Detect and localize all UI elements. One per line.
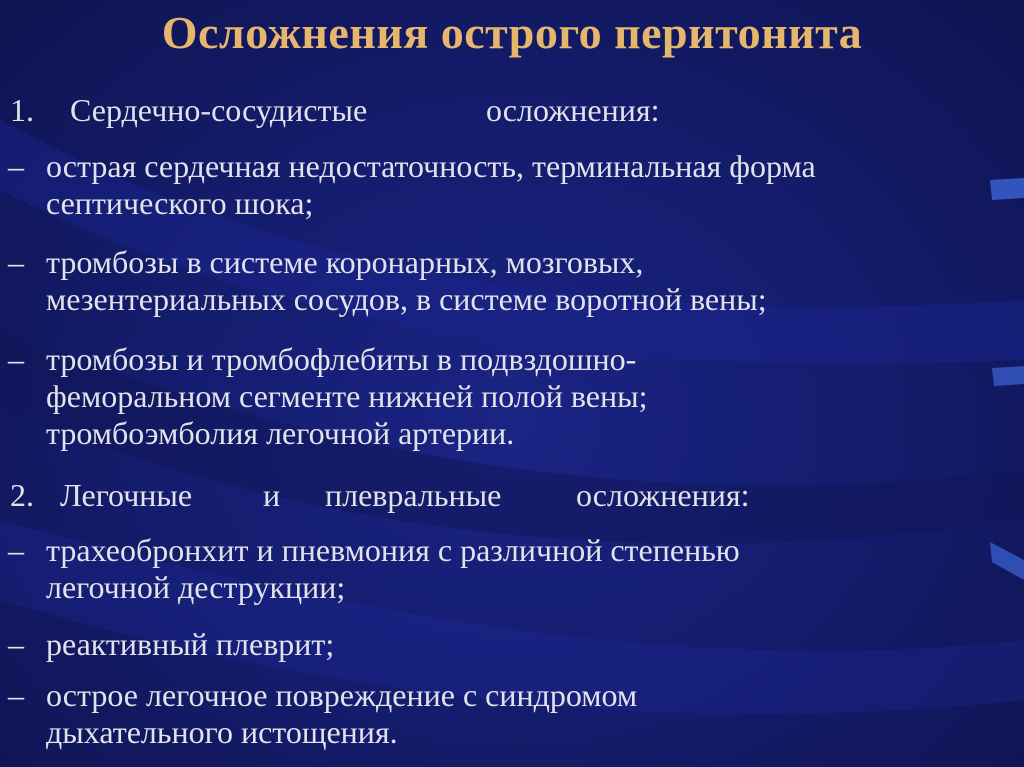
- list-item-line: трахеобронхит и пневмония с различной степенью: [46, 532, 740, 568]
- dash-bullet: –: [8, 148, 24, 184]
- section-heading-word: плевральные: [325, 477, 502, 513]
- list-item-line: острая сердечная недостаточность, терминальная форма: [46, 148, 816, 184]
- list-item: [0, 341, 1024, 458]
- list-item-line: легочной деструкции;: [46, 569, 346, 605]
- section-heading-cardiovascular: [0, 92, 1024, 132]
- section-heading-word: осложнения:: [486, 92, 660, 128]
- list-item: [0, 244, 1024, 324]
- section-heading-pulmonary: [0, 477, 1024, 517]
- list-item-line: реактивный плеврит;: [46, 626, 335, 662]
- list-item-line: мезентериальных сосудов, в системе воротной вены;: [46, 281, 767, 317]
- list-item-line: тромбозы в системе коронарных, мозговых,: [46, 244, 644, 280]
- section-heading-word: Сердечно-сосудистые: [70, 92, 368, 128]
- list-item-line: тромбоэмболия легочной артерии.: [46, 415, 515, 451]
- slide-title: Осложнения острого перитонита: [161, 7, 863, 58]
- dash-bullet: –: [8, 244, 24, 280]
- section-number: 2.: [10, 477, 34, 513]
- dash-bullet: –: [8, 341, 24, 377]
- list-item-line: септического шока;: [46, 185, 314, 221]
- list-item: [0, 626, 1024, 666]
- dash-bullet: –: [8, 677, 24, 713]
- section-number: 1.: [10, 92, 34, 128]
- list-item-line: тромбозы и тромбофлебиты в подвздошно-: [46, 341, 637, 377]
- list-item: [0, 532, 1024, 612]
- list-item: [0, 677, 1024, 757]
- list-item: [0, 148, 1024, 228]
- list-item-line: феморальном сегменте нижней полой вены;: [46, 378, 648, 414]
- section-heading-word: осложнения:: [576, 477, 750, 513]
- section-heading-word: и: [263, 477, 281, 513]
- dash-bullet: –: [8, 532, 24, 568]
- list-item-line: дыхательного истощения.: [46, 714, 398, 750]
- section-heading-word: Легочные: [60, 477, 193, 513]
- list-item-line: острое легочное повреждение с синдромом: [46, 677, 638, 713]
- dash-bullet: –: [8, 626, 24, 662]
